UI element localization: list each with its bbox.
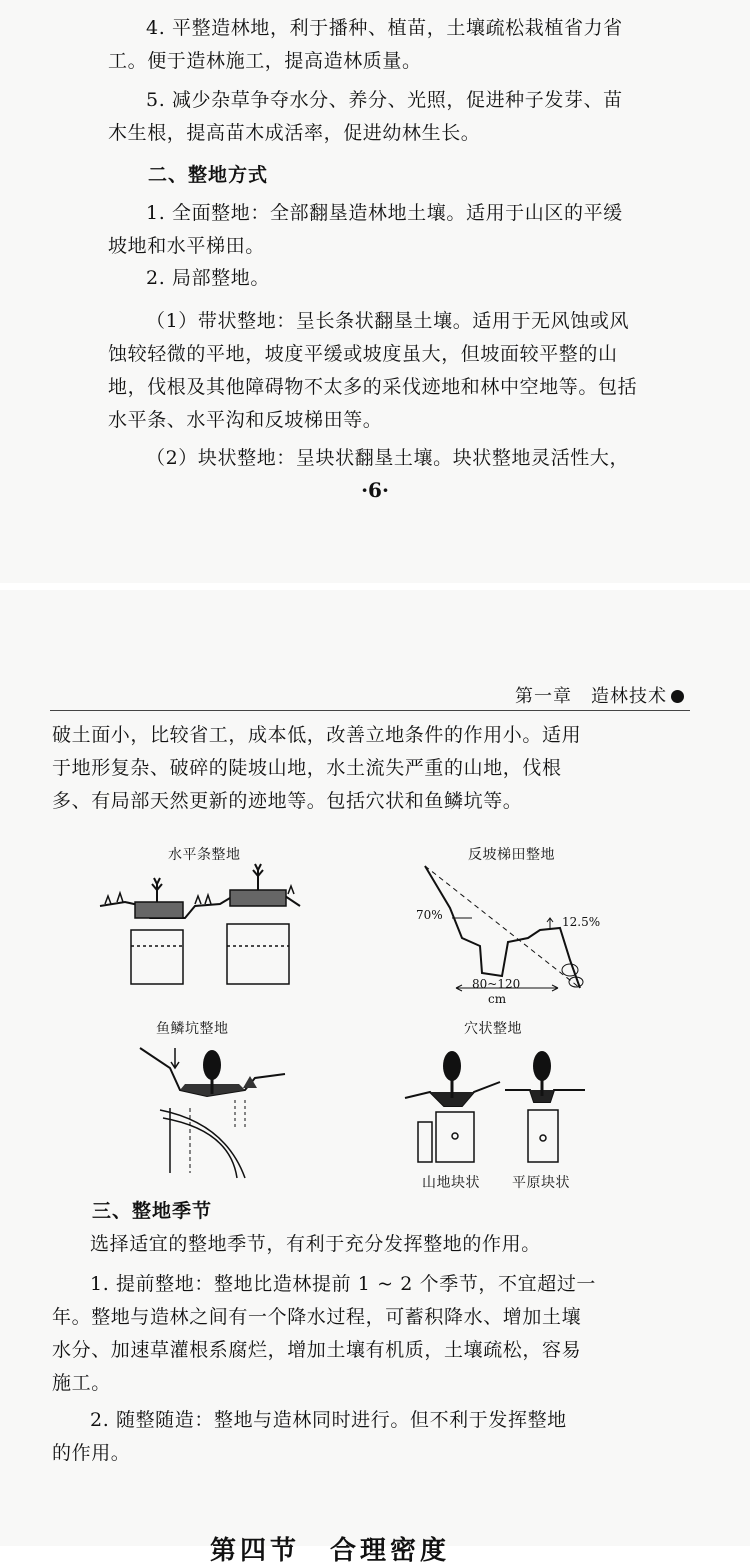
paragraph-partial-tillage — [108, 262, 698, 295]
paragraph-item-4 — [108, 12, 698, 78]
paragraph-item-5 — [108, 84, 698, 150]
book-page-7 — [0, 590, 750, 1566]
strip-figure-label: 水平条整地 — [168, 847, 241, 863]
para4-line2: 工。便于造林施工，提高造林质量。 — [108, 50, 422, 72]
item1-line1: 1. 全面整地：全部翻垦造林地土壤。适用于山区的平缓 — [146, 202, 623, 224]
item1-line2: 坡地和水平梯田。 — [108, 235, 265, 257]
paragraph-early-tillage — [52, 1268, 652, 1400]
paragraph-block-continued — [52, 719, 652, 818]
para4-line1: 4. 平整造林地，利于播种、植苗，土壤疏松栽植省力省 — [146, 17, 623, 39]
season-intro-text: 选择适宜的整地季节，有利于充分发挥整地的作用。 — [90, 1233, 541, 1255]
header-rule — [50, 710, 690, 711]
cont-line2: 于地形复杂、破碎的陡坡山地，水土流失严重的山地，伐根 — [52, 757, 562, 779]
cont-line3: 多、有局部天然更新的迹地等。包括穴状和鱼鳞坑等。 — [52, 790, 523, 812]
early-line4: 施工。 — [52, 1372, 111, 1394]
block-line1: （2）块状整地：呈块状翻垦土壤。块状整地灵活性大， — [146, 447, 630, 469]
strip-line2: 蚀较轻微的平地，坡度平缓或坡度虽大，但坡面较平整的山 — [108, 343, 618, 365]
plain-block-label: 平原块状 — [512, 1175, 570, 1191]
book-page-6 — [0, 0, 750, 583]
fishscale-figure-label: 鱼鳞坑整地 — [156, 1021, 229, 1037]
sync-line1: 2. 随整随造：整地与造林同时进行。但不利于发挥整地 — [90, 1409, 567, 1431]
early-line3: 水分、加速草灌根系腐烂，增加土壤有机质，土壤疏松，容易 — [52, 1339, 582, 1361]
width-unit-label: cm — [488, 992, 507, 1006]
paragraph-sync-tillage — [52, 1404, 652, 1470]
width-range-label: 80~120 — [472, 977, 521, 991]
terrace-figure-label: 反坡梯田整地 — [468, 847, 555, 863]
item2-text: 2. 局部整地。 — [146, 267, 270, 289]
paragraph-season-intro — [52, 1228, 652, 1261]
running-head-text: 第一章 造林技术 — [515, 686, 667, 707]
strip-line3: 地，伐根及其他障碍物不太多的采伐迹地和林中空地等。包括 — [108, 376, 638, 398]
sync-line2: 的作用。 — [52, 1442, 131, 1464]
running-head — [515, 682, 684, 708]
strip-line4: 水平条、水平沟和反坡梯田等。 — [108, 409, 383, 431]
para5-line2: 木生根，提高苗木成活率，促进幼林生长。 — [108, 122, 481, 144]
next-section-title: 第四节 合理密度 — [210, 1536, 451, 1566]
strip-line1: （1）带状整地：呈长条状翻垦土壤。适用于无风蚀或风 — [146, 310, 630, 332]
para5-line1: 5. 减少杂草争夺水分、养分、光照，促进种子发芽、苗 — [146, 89, 623, 111]
fishscale-figure — [135, 1038, 295, 1188]
paragraph-full-tillage — [108, 197, 698, 263]
paragraph-strip-tillage — [108, 305, 698, 437]
angle-125-label: 12.5% — [562, 915, 601, 929]
angle-70-label: 70% — [416, 908, 443, 922]
page-number: ·6· — [361, 478, 389, 502]
section-heading-season: 三、整地季节 — [92, 1200, 213, 1222]
early-line1: 1. 提前整地：整地比造林提前 1 ~ 2 个季节，不宜超过一 — [90, 1273, 597, 1295]
pit-figure-label: 穴状整地 — [464, 1021, 522, 1037]
paragraph-block-tillage — [108, 442, 698, 475]
pit-tillage-figure — [400, 1038, 600, 1168]
mountain-block-label: 山地块状 — [422, 1175, 480, 1191]
cont-line1: 破土面小，比较省工，成本低，改善立地条件的作用小。适用 — [52, 724, 582, 746]
strip-tillage-figure — [95, 862, 315, 992]
bullet-icon — [671, 690, 684, 703]
section-heading-methods: 二、整地方式 — [148, 164, 269, 186]
page-gap — [0, 583, 750, 590]
early-line2: 年。整地与造林之间有一个降水过程，可蓄积降水、增加土壤 — [52, 1306, 582, 1328]
